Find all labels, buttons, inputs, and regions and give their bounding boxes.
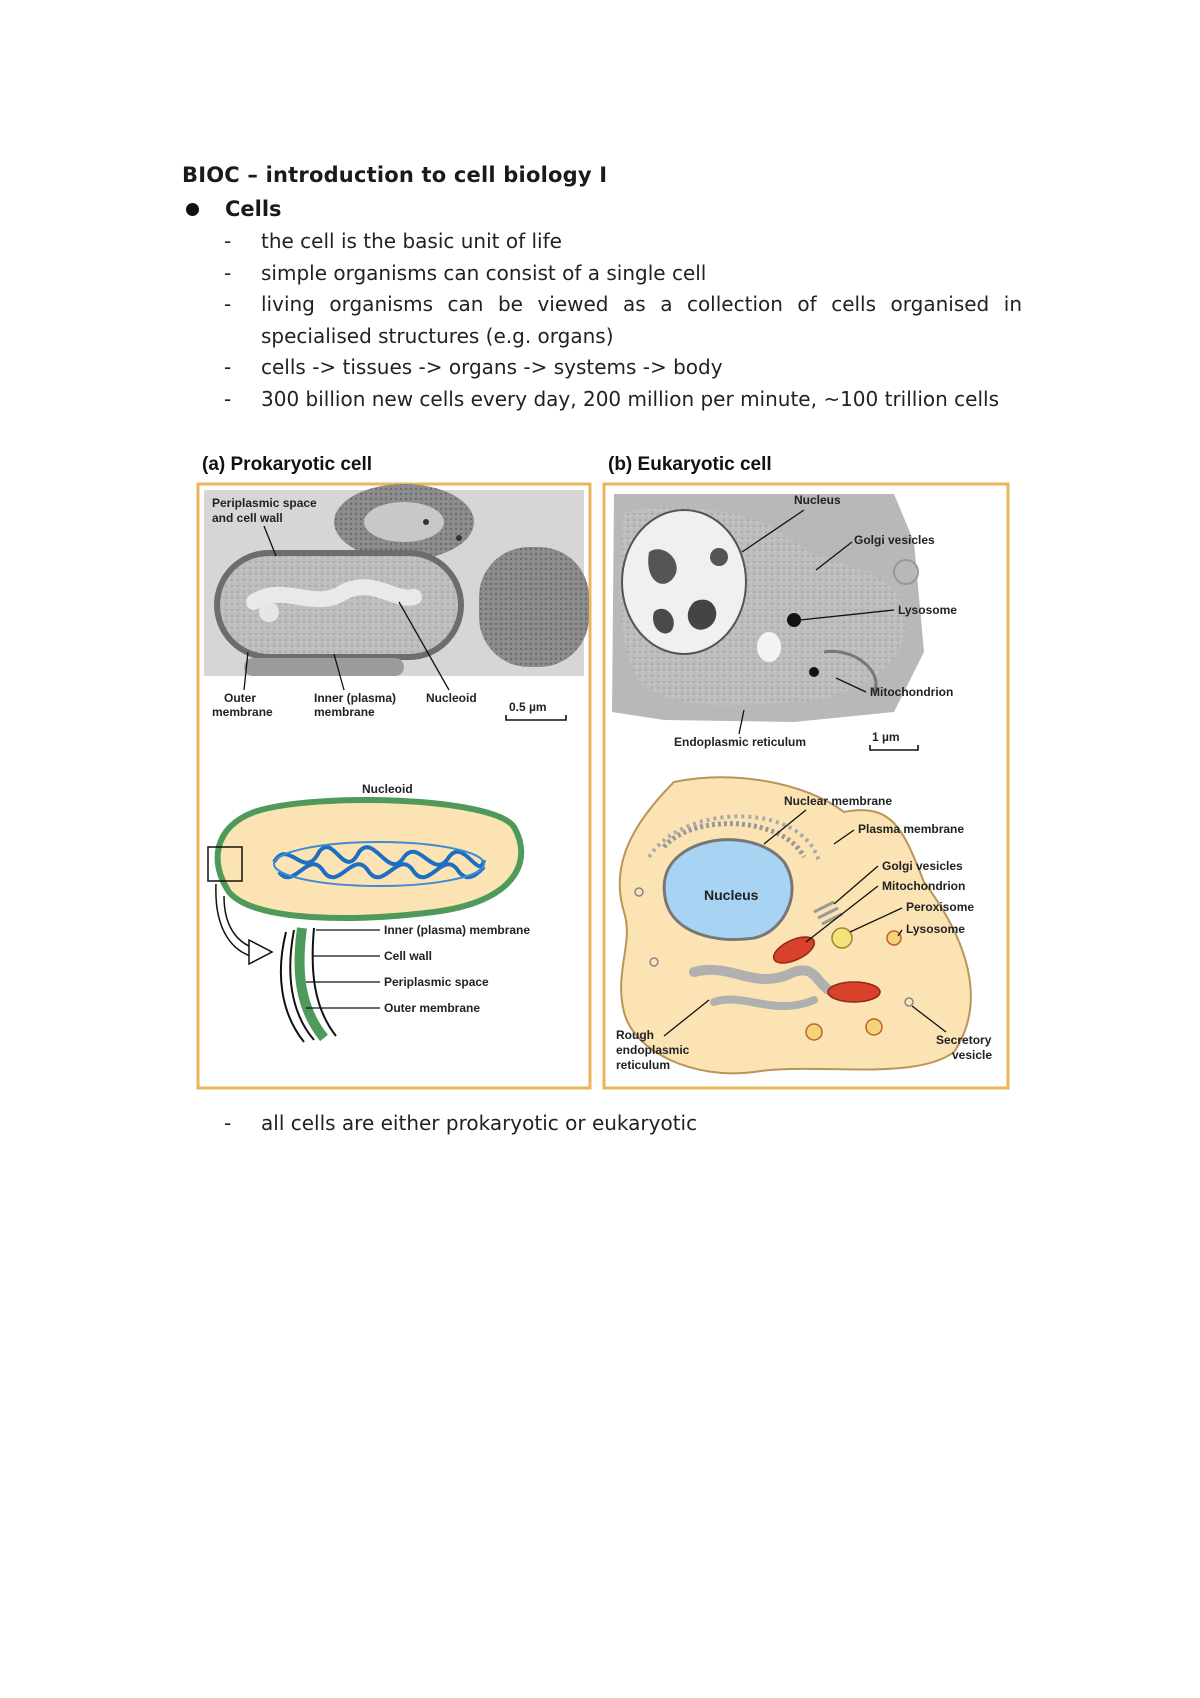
- outer-membrane-label: Outer: [224, 691, 257, 705]
- list-item-text: simple organisms can consist of a single cell: [261, 260, 707, 285]
- section-heading: [182, 194, 1022, 224]
- list-item: [182, 1108, 1022, 1140]
- lysosome-diagram-label: Lysosome: [906, 922, 965, 936]
- figure-svg: [194, 452, 1012, 1090]
- periplasmic-label-line2: and cell wall: [212, 511, 283, 525]
- list-item: [182, 384, 1022, 416]
- document-title: BIOC – introduction to cell biology I: [182, 163, 608, 187]
- dash-marker: -: [224, 355, 232, 379]
- inner-membrane-label-line2: membrane: [314, 705, 375, 719]
- plasma-membrane-label: Plasma membrane: [858, 822, 965, 836]
- er-micrograph-label: Endoplasmic reticulum: [674, 735, 807, 749]
- peroxisome-label: Peroxisome: [906, 900, 975, 914]
- bullet-list: [182, 226, 1022, 415]
- dash-marker: -: [224, 292, 232, 316]
- list-item-text: 300 billion new cells every day, 200 million per minute, ~100 trillion cells: [261, 386, 999, 411]
- lysosome-micrograph-label: Lysosome: [898, 603, 957, 617]
- secretory-vesicle-label-line2: vesicle: [952, 1048, 993, 1062]
- list-item: [182, 226, 1022, 258]
- list-item-text: the cell is the basic unit of life: [261, 229, 562, 253]
- periplasmic-label: Periplasmic space: [212, 496, 317, 510]
- list-item: [182, 258, 1022, 290]
- list-item-text: all cells are either prokaryotic or eukaryotic: [261, 1111, 698, 1135]
- cells-section: [182, 194, 1022, 415]
- nuclear-membrane-label: Nuclear membrane: [784, 794, 893, 808]
- scale-bar-label: 0.5 µm: [509, 700, 547, 714]
- bullet-icon: [186, 203, 199, 216]
- rough-er-label-line2: endoplasmic: [616, 1043, 690, 1057]
- rough-er-label-line3: reticulum: [616, 1058, 671, 1072]
- golgi-micrograph-label: Golgi vesicles: [854, 533, 935, 547]
- cell-wall-label: Cell wall: [384, 949, 433, 963]
- list-item: [182, 352, 1022, 384]
- panel-b-heading: (b) Eukaryotic cell: [608, 454, 772, 475]
- dash-marker: -: [224, 260, 232, 285]
- closing-list: [182, 1108, 1022, 1140]
- mitochondrion-diagram-label: Mitochondrion: [882, 879, 966, 893]
- golgi-diagram-label: Golgi vesicles: [882, 859, 963, 873]
- periplasmic-space-label: Periplasmic space: [384, 975, 489, 989]
- outer-membrane-label-line2: membrane: [212, 705, 273, 719]
- nucleus-micrograph-label: Nucleus: [794, 493, 841, 507]
- nucleus-diagram-label: Nucleus: [704, 887, 759, 903]
- mitochondrion-micrograph-label: Mitochondrion: [870, 685, 954, 699]
- scale-bar-label: 1 µm: [872, 730, 900, 744]
- inner-plasma-membrane-label: Inner (plasma) membrane: [384, 923, 531, 937]
- list-item-text: living organisms can be viewed as a collection of cells organised in specialised structures (e.g. organs): [261, 292, 1022, 348]
- panel-a-heading: (a) Prokaryotic cell: [202, 454, 373, 475]
- inner-membrane-label: Inner (plasma): [314, 691, 397, 705]
- dash-marker: -: [224, 229, 232, 253]
- list-item-text: cells -> tissues -> organs -> systems -> body: [261, 355, 723, 379]
- nucleoid-label: Nucleoid: [426, 691, 477, 705]
- section-title: Cells: [225, 197, 282, 221]
- dash-marker: -: [224, 1111, 232, 1135]
- cell-comparison-figure: [194, 452, 1012, 1090]
- prokaryote-diagram: [208, 800, 521, 918]
- list-item: [182, 289, 1022, 352]
- dash-marker: -: [224, 386, 232, 411]
- secretory-vesicle-label: Secretory: [936, 1033, 992, 1047]
- nucleoid-diagram-label: Nucleoid: [362, 782, 413, 796]
- outer-membrane-diagram-label: Outer membrane: [384, 1001, 481, 1015]
- rough-er-label: Rough: [616, 1028, 654, 1042]
